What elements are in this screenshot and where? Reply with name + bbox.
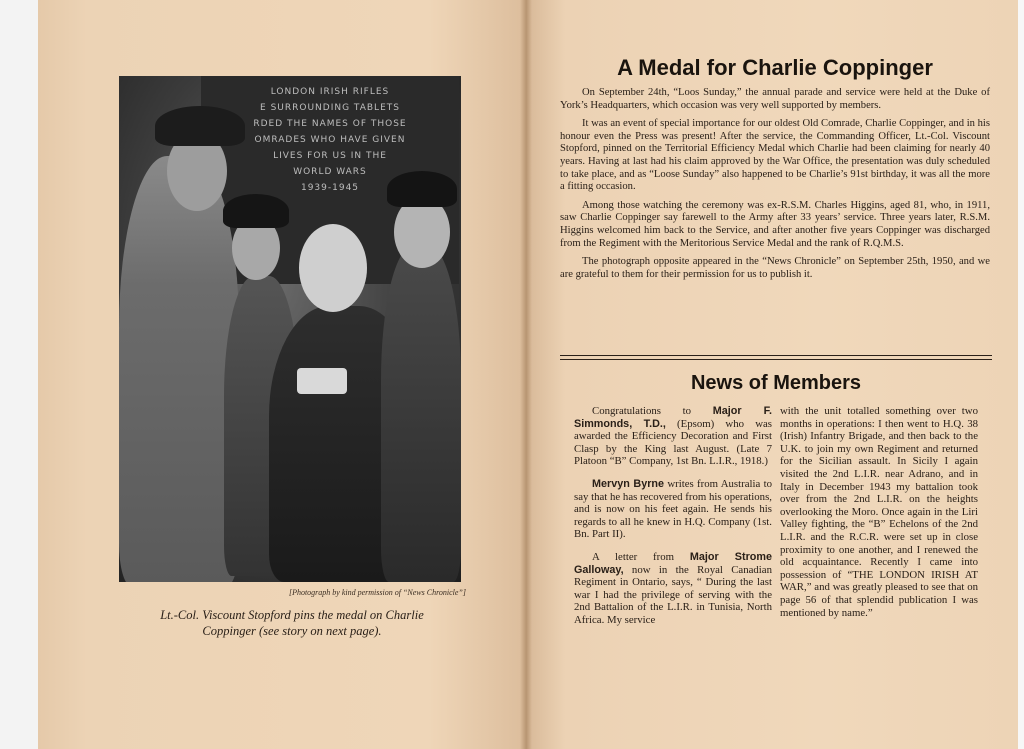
guard-figure xyxy=(381,246,461,582)
news-item xyxy=(574,405,772,468)
member-name: Major F. Simmonds, T.D., xyxy=(574,405,772,430)
guard-cap xyxy=(387,171,457,207)
article-title: A Medal for Charlie Coppinger xyxy=(617,55,933,80)
plaque-line: WORLD WARS xyxy=(293,167,367,177)
section-divider xyxy=(560,355,992,360)
officer-figure xyxy=(119,156,239,582)
news-item xyxy=(574,551,772,627)
news-item-continued: with the unit totalled something over two months in operations: I then went to H.Q. 38 (Irish) Infantry Brigade, and then back to the U.K. to join my own Regiment and returned for the Sicilian assault. In Sicily I again visited the 2nd L.I.R. near Adrano, and in Italy in December 1943 my battalion took over from the 2nd L.I.R. on the heights overlooking the Moro. Once again in the Liri Valley fighting, the “B” Echelons of the 2nd L.I.R. and the R.C.R. were set up in close proximity to one another, and I renewed the old acquaintance. Recently I came into possession of “THE LONDON IRISH AT WAR,” and was greatly pleased to see that on page 56 of that splendid publication I was mentioned by name.” xyxy=(780,405,978,619)
news-item xyxy=(574,478,772,541)
news-column-1 xyxy=(574,405,772,637)
plaque-line: LONDON IRISH RIFLES xyxy=(270,87,390,97)
article-paragraph: On September 24th, “Loos Sunday,” the annual parade and service were held at the Duke of York’s Headquarters, which occasion was very well supported by members. xyxy=(560,87,990,111)
news-text: (Epsom) who was awarded the Efficiency Decoration and First Clasp by the King last August. (Late 7 Platoon “B” Company, 1st Bn. L.I.R., 1918.) xyxy=(574,417,772,468)
scan-margin-left xyxy=(0,0,38,749)
officer-bonnet xyxy=(155,106,245,146)
news-title: News of Members xyxy=(690,372,862,394)
plaque-line: 1939-1945 xyxy=(300,183,360,193)
medals xyxy=(297,368,347,394)
article-paragraph: The photograph opposite appeared in the “News Chronicle” on September 25th, 1950, and we are grateful to them for their permission for us to publish it. xyxy=(560,256,990,280)
article-body xyxy=(560,87,990,287)
plaque-line: RDED THE NAMES OF THOSE xyxy=(253,119,407,129)
veteran-head xyxy=(299,224,367,312)
news-text: writes from Australia to say that he has recovered from his operations, and is now on his feet again. He sends his regards to all he knew in H.Q. Company (1st. Bn. Part II). xyxy=(574,477,772,541)
article-paragraph: It was an event of special importance for our oldest Old Comrade, Charlie Coppinger, and in his honour even the Press was present! After the service, the Commanding Officer, Lt.-Col. Viscount Stopford, pinned on the Territorial Efficiency Medal which Charlie had been claiming for nearly 40 years. Having at last had his claim approved by the War Office, the presentation was duly scheduled to take place, and as “Loose Sunday” also happened to be Charlie’s 91st birthday, it was all the more a fitting occasion. xyxy=(560,118,990,193)
page-gutter xyxy=(520,0,532,749)
ceremony-photograph xyxy=(119,76,461,582)
scan-margin-right xyxy=(1018,0,1024,749)
plaque-line: OMRADES WHO HAVE GIVEN xyxy=(254,135,406,145)
piper-cap xyxy=(223,194,289,228)
member-name: Major Strome Galloway, xyxy=(574,550,773,576)
member-name: Mervyn Byrne xyxy=(592,477,665,490)
news-column-2 xyxy=(780,405,978,629)
news-text: Congratulations to xyxy=(592,405,713,417)
plaque-line: E SURROUNDING TABLETS xyxy=(260,103,400,113)
news-text: A letter from xyxy=(592,550,690,563)
photo-credit: [Photograph by kind permission of “News Chronicle”] xyxy=(288,588,466,597)
news-text: now in the Royal Canadian Regiment in Ontario, says, “ During the last war I had the privilege of serving with the 2nd Battalion of the L.I.R. in Tunisia, North Africa. My service xyxy=(574,563,772,626)
plaque-line: LIVES FOR US IN THE xyxy=(273,151,387,161)
photo-caption: Lt.-Col. Viscount Stopford pins the medal on Charlie Coppinger (see story on next page). xyxy=(160,608,424,638)
article-paragraph: Among those watching the ceremony was ex-R.S.M. Charles Higgins, aged 81, who, in 1911, saw Charlie Coppinger say farewell to the Army after 33 years’ service. Three years later, R.S.M. Higgins welcomed him back to the Service, and after another five years Coppinger was discharged from the Regiment with the Meritorious Service Medal and the rank of R.Q.M.S. xyxy=(560,199,990,249)
